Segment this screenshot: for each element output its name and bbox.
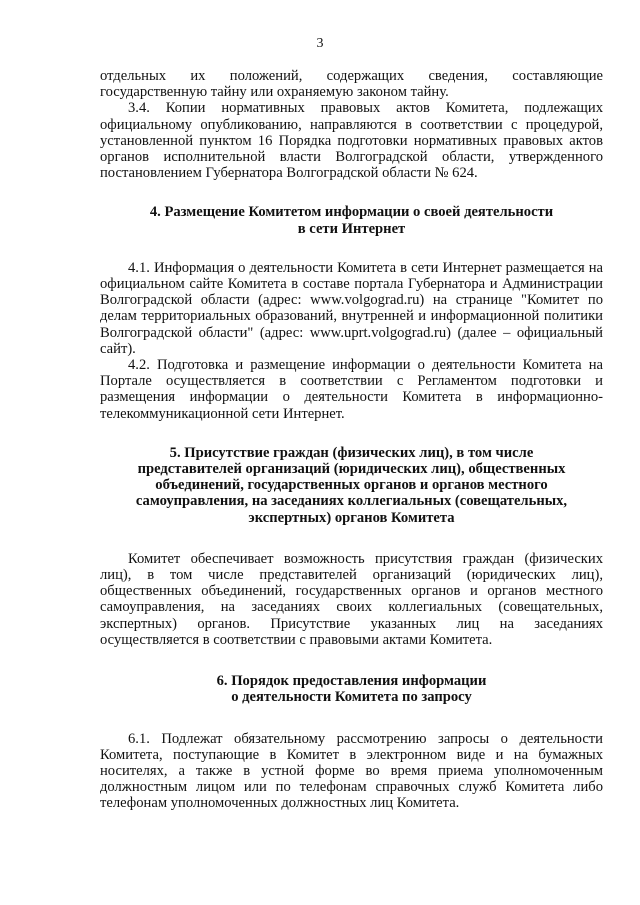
section-5-heading-line-3: объединений, государственных органов и органов местного: [155, 477, 548, 494]
section-5-heading: [100, 445, 603, 526]
section-6-heading-line-2: о деятельности Комитета по запросу: [231, 689, 472, 706]
section-6-heading: [100, 673, 603, 705]
section-4-heading-line-2: в сети Интернет: [297, 220, 406, 237]
page-number: 3: [316, 36, 324, 51]
paragraph-6-1: 6.1. Подлежат обязательному рассмотрению запросы о деятельности Комитета, поступающие в Комитет в электронном виде и на бумажных носителях, а также в устной форме во время приема уполномоченным должностным лицом или по телефонам справочных служб Комитета либо телефонам уполномоченных должностных лиц Комитета.: [100, 730, 603, 812]
section-5-heading-line-5: экспертных) органов Комитета: [248, 509, 455, 526]
document-body: [100, 68, 603, 812]
paragraph-3-4: 3.4. Копии нормативных правовых актов Комитета, подлежащих официальному опубликованию, направляются в соответствии с процедурой, установленной пунктом 16 Порядка подготовки нормативных правовых актов органов исполнительной власти Волгоградской области, утвержденного постановлением Губернатора Волгоградской области № 624.: [100, 100, 603, 182]
section-4-heading: [100, 204, 603, 236]
paragraph-4-2: 4.2. Подготовка и размещение информации о деятельности Комитета на Портале осуществляется в соответствии с Регламентом подготовки и размещения информации о деятельности Комитета в информационно-телекоммуникационной сети Интернет.: [100, 357, 603, 422]
paragraph-4-1: 4.1. Информация о деятельности Комитета в сети Интернет размещается на официальном сайте Комитета в составе портала Губернатора и Администрации Волгоградской области (адрес: www.volgograd.ru) на странице "Комитет по делам территориальных образований, внутренней и информационной политики Волгоградской области" (адрес: www.uprt.volgograd.ru) (далее – официальный сайт).: [100, 259, 603, 357]
paragraph-5: Комитет обеспечивает возможность присутствия граждан (физических лиц), в том числе представителей организаций (юридических лиц), общественных объединений, государственных органов и органов местного самоуправления, на заседаниях своих коллегиальных (совещательных, экспертных) органов. Присутствие указанных лиц на заседаниях осуществляется в соответствии с правовыми актами Комитета.: [100, 550, 603, 648]
section-4-heading-line-1: 4. Размещение Комитетом информации о своей деятельности: [149, 204, 554, 221]
paragraph-intro-continuation: отдельных их положений, содержащих сведения, составляющие государственную тайну или охраняемую законом тайну.: [100, 68, 603, 101]
section-6-heading-line-1: 6. Порядок предоставления информации: [216, 673, 487, 690]
section-5-heading-line-2: представителей организаций (юридических лиц), общественных: [137, 461, 566, 478]
section-5-heading-line-1: 5. Присутствие граждан (физических лиц), в том числе: [169, 444, 534, 461]
section-5-heading-line-4: самоуправления, на заседаниях коллегиальных (совещательных,: [135, 493, 568, 510]
